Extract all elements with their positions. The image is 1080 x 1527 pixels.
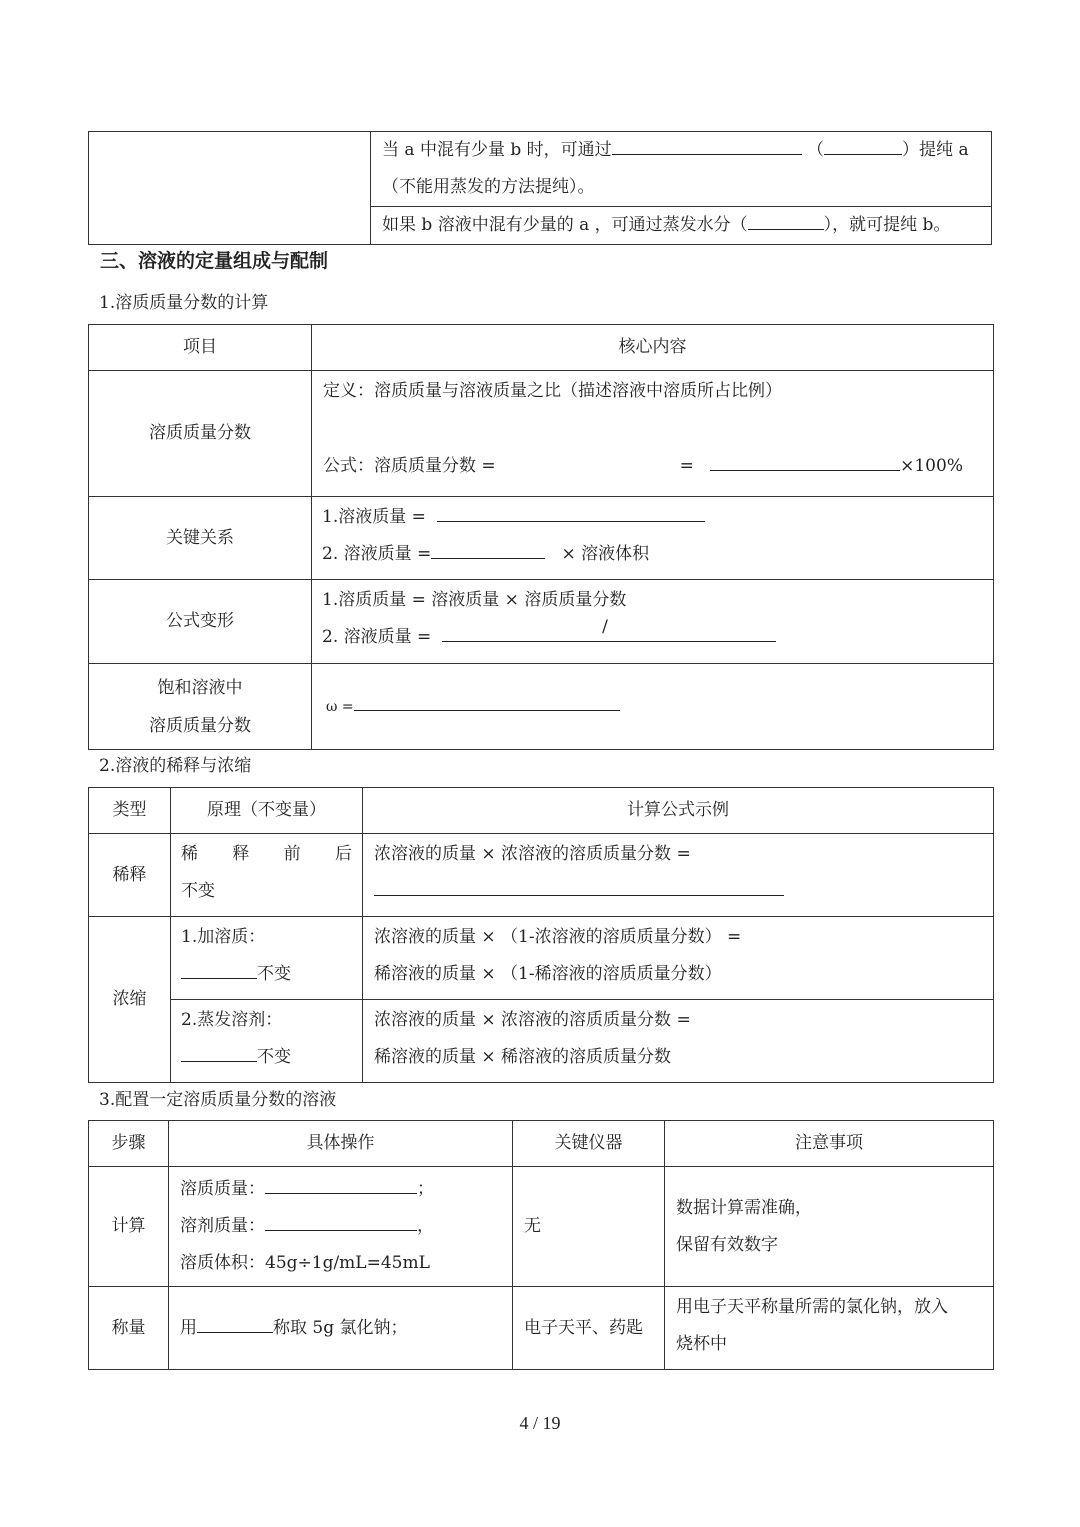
page-number: 4 / 19 xyxy=(519,1413,561,1433)
text: ， xyxy=(417,1216,434,1236)
table-header: 类型 xyxy=(89,788,171,834)
text: ； xyxy=(417,1179,434,1199)
fill-blank[interactable] xyxy=(437,503,705,522)
text: 2.蒸发溶剂： xyxy=(181,1010,283,1030)
text: × 溶液体积 xyxy=(561,544,650,564)
text: 数据计算需准确， xyxy=(676,1197,812,1218)
text: 稀溶液的质量 × （1-稀溶液的溶质质量分数） xyxy=(374,964,722,984)
text: 不变 xyxy=(257,1047,291,1067)
table-header: 具体操作 xyxy=(169,1121,513,1167)
row-label: 溶质质量分数 xyxy=(89,371,312,497)
instrument: 无 xyxy=(513,1167,665,1287)
text: 如果 b 溶液中混有少量的 a ，可通过蒸发水分（ xyxy=(382,215,748,235)
text: ω = xyxy=(326,698,354,715)
fill-blank[interactable] xyxy=(431,540,545,559)
subsection-title: 2.溶液的稀释与浓缩 xyxy=(99,756,252,776)
text: 后 xyxy=(334,844,352,864)
text: 烧杯中 xyxy=(676,1334,727,1354)
subsection-title: 1.溶质质量分数的计算 xyxy=(99,293,269,313)
empty-cell xyxy=(89,132,371,245)
text: （ xyxy=(807,140,825,160)
mass-fraction-table xyxy=(88,324,994,750)
text: 稀 xyxy=(181,844,198,864)
table-header: 步骤 xyxy=(89,1121,169,1167)
fill-blank[interactable] xyxy=(265,1212,417,1231)
text: 稀溶液的质量 × 稀溶液的溶质质量分数 xyxy=(374,1047,672,1067)
table-header: 关键仪器 xyxy=(513,1121,665,1167)
fill-blank[interactable] xyxy=(181,1043,257,1062)
step-label: 计算 xyxy=(89,1167,169,1287)
text: 不变 xyxy=(181,881,215,901)
fill-blank[interactable] xyxy=(265,1175,417,1194)
text: 前 xyxy=(283,844,301,864)
table-header: 注意事项 xyxy=(665,1121,994,1167)
text: （不能用蒸发的方法提纯）。 xyxy=(382,177,595,197)
text: 2. 溶液质量 = xyxy=(322,627,432,647)
fill-blank[interactable] xyxy=(824,136,902,155)
fill-blank[interactable] xyxy=(181,960,257,979)
text: 当 a 中混有少量 b 时，可通过 xyxy=(382,140,612,160)
row-label: 溶质质量分数 xyxy=(149,715,251,736)
text: 浓溶液的质量 × （1-浓溶液的溶质质量分数） = xyxy=(374,927,742,947)
row-label: 关键关系 xyxy=(89,497,312,580)
subsection-title: 3.配置一定溶质质量分数的溶液 xyxy=(99,1090,337,1110)
text: 1.加溶质： xyxy=(181,927,266,947)
text: 溶质体积：45g÷1g/mL=45mL xyxy=(180,1253,430,1273)
text: ）提纯 a xyxy=(902,140,969,160)
fill-blank[interactable] xyxy=(442,617,776,642)
text: 不变 xyxy=(257,964,291,984)
step-label: 称量 xyxy=(89,1287,169,1370)
row-label: 饱和溶液中 xyxy=(157,677,243,698)
fill-blank[interactable] xyxy=(710,452,900,471)
definition-text: 定义：溶质质量与溶液质量之比（描述溶液中溶质所占比例） xyxy=(323,381,782,401)
table-header: 核心内容 xyxy=(312,325,994,371)
dilution-table xyxy=(88,787,994,1083)
row-label: 公式变形 xyxy=(89,580,312,664)
table-header: 计算公式示例 xyxy=(363,788,994,834)
instrument: 电子天平、药匙 xyxy=(513,1287,665,1370)
fill-blank[interactable] xyxy=(354,692,620,711)
text: 浓溶液的质量 × 浓溶液的溶质质量分数 = xyxy=(374,1010,691,1030)
slash: / xyxy=(602,617,608,637)
text: 保留有效数字 xyxy=(676,1234,778,1255)
preparation-table xyxy=(88,1120,994,1370)
text: 浓溶液的质量 × 浓溶液的溶质质量分数 = xyxy=(374,844,691,864)
text: 用电子天平称量所需的氯化钠，放入 xyxy=(676,1297,948,1317)
text: = xyxy=(679,456,694,476)
type-label: 浓缩 xyxy=(89,917,171,1083)
table-header: 项目 xyxy=(89,325,312,371)
text: 2. 溶液质量 = xyxy=(322,544,432,564)
fill-blank[interactable] xyxy=(748,211,824,230)
text: 1.溶液质量 = xyxy=(322,507,426,527)
table-header: 原理（不变量） xyxy=(171,788,363,834)
text: 释 xyxy=(232,844,250,864)
text: 公式：溶质质量分数 = xyxy=(323,456,496,476)
section-title: 三、溶液的定量组成与配制 xyxy=(100,250,329,272)
fill-blank[interactable] xyxy=(197,1314,273,1333)
fill-blank[interactable] xyxy=(374,877,784,896)
text: 1.溶质质量 = 溶液质量 × 溶质质量分数 xyxy=(322,590,627,610)
type-label: 稀释 xyxy=(89,834,171,917)
text: 称取 5g 氯化钠； xyxy=(273,1317,408,1338)
fill-blank[interactable] xyxy=(612,136,802,155)
text: ×100% xyxy=(900,456,963,476)
text: 溶剂质量： xyxy=(180,1216,265,1236)
text: 用 xyxy=(180,1317,197,1338)
text: ），就可提纯 b。 xyxy=(823,215,951,235)
top-continuation-table xyxy=(88,131,992,245)
text: 溶质质量： xyxy=(180,1179,265,1199)
